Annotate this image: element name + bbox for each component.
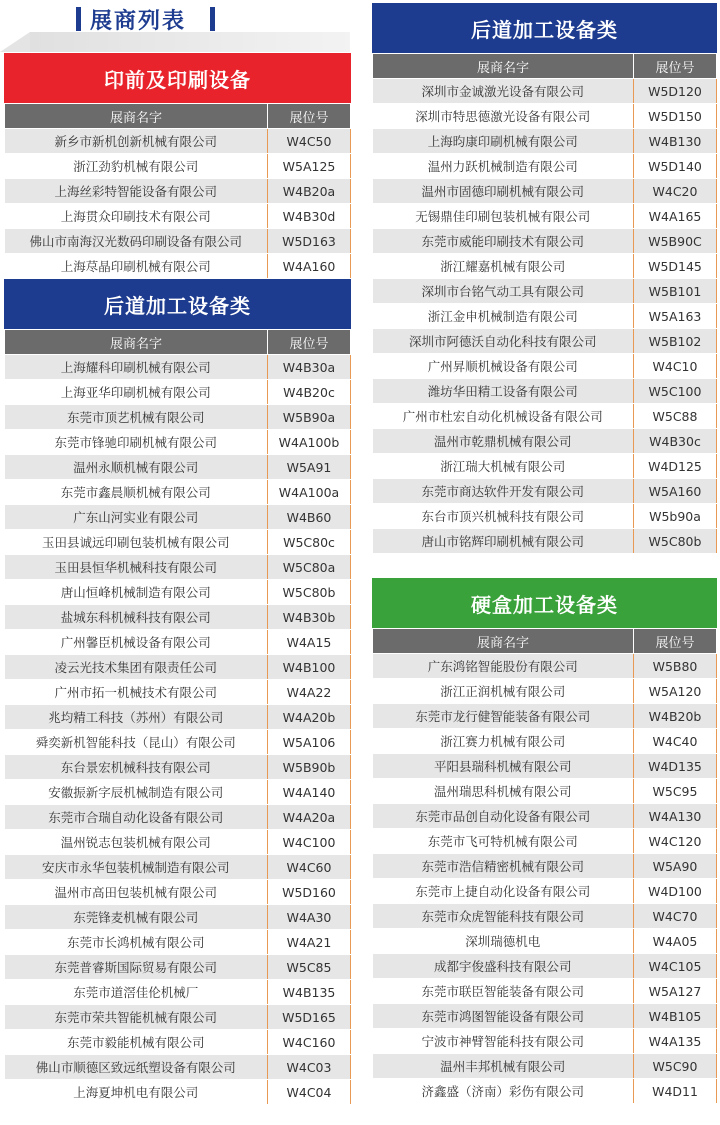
table-row: [5, 930, 351, 955]
table-row: [373, 779, 717, 804]
title-decor-wedge: [0, 32, 30, 52]
exhibitor-name: 上海耀科印刷机械有限公司: [5, 355, 268, 380]
table-row: [5, 179, 351, 204]
booth-number: W4C120: [634, 829, 717, 854]
table-row: [373, 104, 717, 129]
table-row: [373, 329, 717, 354]
table-header-row: [5, 104, 351, 129]
table-row: [373, 729, 717, 754]
table-row: [5, 229, 351, 254]
exhibitor-name: 浙江耀嘉机械有限公司: [373, 254, 634, 279]
left-section-1: [4, 279, 351, 1105]
exhibitor-name: 广州市杜宏自动化机械设备有限公司: [373, 404, 634, 429]
table-row: [5, 355, 351, 380]
booth-number: W4B20a: [268, 179, 351, 204]
exhibitor-name: 东莞市联臣智能装备有限公司: [373, 979, 634, 1004]
booth-number: W4C50: [268, 129, 351, 154]
table-row: [5, 505, 351, 530]
table-row: [373, 979, 717, 1004]
booth-number: W4C04: [268, 1080, 351, 1105]
exhibitor-table: [372, 628, 717, 1104]
booth-number: W5A91: [268, 455, 351, 480]
table-row: [373, 1054, 717, 1079]
booth-number: W5A120: [634, 679, 717, 704]
exhibitor-name: 上海丝彩特智能设备有限公司: [5, 179, 268, 204]
table-row: [5, 805, 351, 830]
exhibitor-name: 东台市顶兴机械科技有限公司: [373, 504, 634, 529]
column-header-name: 展商名字: [373, 629, 634, 654]
booth-number: W4A135: [634, 1029, 717, 1054]
exhibitor-name: 广东山河实业有限公司: [5, 505, 268, 530]
booth-number: W4B60: [268, 505, 351, 530]
section-title: 后道加工设备类: [372, 3, 717, 53]
exhibitor-name: 东莞锋麦机械有限公司: [5, 905, 268, 930]
exhibitor-name: 东莞市众虎智能科技有限公司: [373, 904, 634, 929]
booth-number: W5B90C: [634, 229, 717, 254]
exhibitor-name: 温州瑞思科机械有限公司: [373, 779, 634, 804]
booth-number: W5A90: [634, 854, 717, 879]
table-row: [5, 480, 351, 505]
exhibitor-name: 温州永顺机械有限公司: [5, 455, 268, 480]
table-row: [5, 780, 351, 805]
exhibitor-name: 济鑫盛（济南）彩伤有限公司: [373, 1079, 634, 1104]
booth-number: W5D165: [268, 1005, 351, 1030]
booth-number: W4A15: [268, 630, 351, 655]
booth-number: W5b90a: [634, 504, 717, 529]
table-row: [373, 1029, 717, 1054]
exhibitor-name: 温州市固德印刷机械有限公司: [373, 179, 634, 204]
exhibitor-name: 东莞市飞可特机械有限公司: [373, 829, 634, 854]
table-row: [373, 204, 717, 229]
booth-number: W5B102: [634, 329, 717, 354]
booth-number: W5C80b: [268, 580, 351, 605]
booth-number: W4A130: [634, 804, 717, 829]
booth-number: W4B30d: [268, 204, 351, 229]
booth-number: W5C80a: [268, 555, 351, 580]
title-bar-right: [210, 7, 215, 31]
table-row: [5, 755, 351, 780]
exhibitor-name: 佛山市南海汉光数码印刷设备有限公司: [5, 229, 268, 254]
section-gap: [372, 554, 717, 578]
table-row: [5, 254, 351, 279]
exhibitor-name: 浙江赛力机械有限公司: [373, 729, 634, 754]
booth-number: W4A160: [268, 254, 351, 279]
booth-number: W5A127: [634, 979, 717, 1004]
table-row: [5, 580, 351, 605]
table-row: [5, 555, 351, 580]
table-row: [5, 955, 351, 980]
table-row: [373, 754, 717, 779]
booth-number: W5C85: [268, 955, 351, 980]
booth-number: W4A20a: [268, 805, 351, 830]
booth-number: W4A05: [634, 929, 717, 954]
booth-number: W4C60: [268, 855, 351, 880]
booth-number: W5D150: [634, 104, 717, 129]
table-header-row: [5, 330, 351, 355]
exhibitor-name: 浙江劲豹机械有限公司: [5, 154, 268, 179]
booth-number: W4C03: [268, 1055, 351, 1080]
booth-number: W4A22: [268, 680, 351, 705]
table-row: [5, 705, 351, 730]
booth-number: W4B100: [268, 655, 351, 680]
right-column: [372, 3, 717, 1104]
table-row: [5, 1005, 351, 1030]
exhibitor-name: 广东鸿铭智能股份有限公司: [373, 654, 634, 679]
exhibitor-name: 东莞市鸿图智能设备有限公司: [373, 1004, 634, 1029]
column-header-booth: 展位号: [634, 629, 717, 654]
table-row: [5, 1055, 351, 1080]
column-header-name: 展商名字: [5, 104, 268, 129]
table-row: [5, 880, 351, 905]
exhibitor-name: 兆均精工科技（苏州）有限公司: [5, 705, 268, 730]
exhibitor-name: 上海荩晶印刷机械有限公司: [5, 254, 268, 279]
table-row: [373, 929, 717, 954]
exhibitor-table: [4, 103, 351, 279]
exhibitor-name: 东莞市鑫晨顺机械有限公司: [5, 480, 268, 505]
exhibitor-name: 潍坊华田精工设备有限公司: [373, 379, 634, 404]
exhibitor-name: 上海昀康印刷机械有限公司: [373, 129, 634, 154]
exhibitor-name: 温州锐志包装机械有限公司: [5, 830, 268, 855]
exhibitor-name: 唐山市铭辉印刷机械有限公司: [373, 529, 634, 554]
table-row: [373, 504, 717, 529]
table-row: [5, 905, 351, 930]
exhibitor-name: 安徽振新字辰机械制造有限公司: [5, 780, 268, 805]
booth-number: W4A20b: [268, 705, 351, 730]
exhibitor-name: 浙江正润机械有限公司: [373, 679, 634, 704]
exhibitor-name: 东莞市品创自动化设备有限公司: [373, 804, 634, 829]
table-row: [5, 655, 351, 680]
booth-number: W4C70: [634, 904, 717, 929]
table-row: [5, 855, 351, 880]
exhibitor-name: 佛山市顺德区致远纸塑设备有限公司: [5, 1055, 268, 1080]
booth-number: W5B101: [634, 279, 717, 304]
booth-number: W4C105: [634, 954, 717, 979]
column-header-booth: 展位号: [634, 54, 717, 79]
booth-number: W5D145: [634, 254, 717, 279]
table-row: [5, 455, 351, 480]
table-row: [373, 79, 717, 104]
table-row: [373, 429, 717, 454]
table-row: [5, 730, 351, 755]
exhibitor-name: 温州市高田包装机械有限公司: [5, 880, 268, 905]
exhibitor-name: 东莞市合瑞自动化设备有限公司: [5, 805, 268, 830]
left-section-0: [4, 53, 351, 279]
exhibitor-name: 东莞市上捷自动化设备有限公司: [373, 879, 634, 904]
table-row: [373, 454, 717, 479]
exhibitor-name: 上海亚华印刷机械有限公司: [5, 380, 268, 405]
booth-number: W4C40: [634, 729, 717, 754]
booth-number: W4A140: [268, 780, 351, 805]
table-row: [373, 154, 717, 179]
booth-number: W5C95: [634, 779, 717, 804]
booth-number: W5B90a: [268, 405, 351, 430]
exhibitor-name: 盐城东科机械科技有限公司: [5, 605, 268, 630]
table-row: [373, 254, 717, 279]
booth-number: W5A160: [634, 479, 717, 504]
table-row: [373, 679, 717, 704]
booth-number: W5D163: [268, 229, 351, 254]
booth-number: W4C20: [634, 179, 717, 204]
booth-number: W4A30: [268, 905, 351, 930]
table-row: [373, 304, 717, 329]
exhibitor-name: 东莞市道滘佳伦机械厂: [5, 980, 268, 1005]
title-decor-strip: [30, 32, 350, 52]
table-row: [373, 904, 717, 929]
booth-number: W4A100b: [268, 430, 351, 455]
booth-number: W4C100: [268, 830, 351, 855]
column-header-name: 展商名字: [373, 54, 634, 79]
table-row: [5, 430, 351, 455]
table-row: [5, 1030, 351, 1055]
table-row: [373, 229, 717, 254]
exhibitor-name: 舜奕新机智能科技（昆山）有限公司: [5, 730, 268, 755]
booth-number: W4B30c: [634, 429, 717, 454]
table-row: [5, 154, 351, 179]
booth-number: W4A165: [634, 204, 717, 229]
column-header-booth: 展位号: [268, 330, 351, 355]
booth-number: W5C80c: [268, 530, 351, 555]
table-row: [5, 605, 351, 630]
exhibitor-name: 东莞市荣共智能机械有限公司: [5, 1005, 268, 1030]
table-header-row: [373, 629, 717, 654]
exhibitor-name: 上海夏坤机电有限公司: [5, 1080, 268, 1105]
table-row: [373, 704, 717, 729]
table-row: [373, 279, 717, 304]
table-row: [5, 680, 351, 705]
exhibitor-name: 深圳瑞德机电: [373, 929, 634, 954]
booth-number: W4A21: [268, 930, 351, 955]
table-row: [5, 630, 351, 655]
exhibitor-table: [372, 53, 717, 554]
table-header-row: [373, 54, 717, 79]
booth-number: W4D11: [634, 1079, 717, 1104]
table-row: [5, 405, 351, 430]
exhibitor-name: 唐山恒峰机械制造有限公司: [5, 580, 268, 605]
exhibitor-name: 东莞市长鸿机械有限公司: [5, 930, 268, 955]
booth-number: W4C160: [268, 1030, 351, 1055]
booth-number: W4B30a: [268, 355, 351, 380]
table-row: [373, 1079, 717, 1104]
booth-number: W5D140: [634, 154, 717, 179]
title-bar-left: [76, 7, 81, 31]
booth-number: W4D135: [634, 754, 717, 779]
exhibitor-name: 上海贯众印刷技术有限公司: [5, 204, 268, 229]
exhibitor-name: 宁波市神臂智能科技有限公司: [373, 1029, 634, 1054]
booth-number: W5D160: [268, 880, 351, 905]
table-row: [373, 1004, 717, 1029]
booth-number: W4B20c: [268, 380, 351, 405]
table-row: [5, 380, 351, 405]
exhibitor-name: 东莞市毅能机械有限公司: [5, 1030, 268, 1055]
exhibitor-name: 东台景宏机械科技有限公司: [5, 755, 268, 780]
table-row: [373, 804, 717, 829]
booth-number: W4C10: [634, 354, 717, 379]
booth-number: W5C80b: [634, 529, 717, 554]
exhibitor-name: 广州市拓一机械技术有限公司: [5, 680, 268, 705]
booth-number: W5A163: [634, 304, 717, 329]
exhibitor-name: 浙江金申机械制造有限公司: [373, 304, 634, 329]
exhibitor-name: 浙江瑞大机械有限公司: [373, 454, 634, 479]
exhibitor-name: 东莞市威能印刷技术有限公司: [373, 229, 634, 254]
left-column: [4, 53, 351, 1105]
exhibitor-name: 温州丰邦机械有限公司: [373, 1054, 634, 1079]
booth-number: W5B90b: [268, 755, 351, 780]
exhibitor-name: 玉田县诚远印刷包装机械有限公司: [5, 530, 268, 555]
booth-number: W5B80: [634, 654, 717, 679]
column-header-name: 展商名字: [5, 330, 268, 355]
column-header-booth: 展位号: [268, 104, 351, 129]
section-title: 印前及印刷设备: [4, 53, 351, 103]
right-section-1: [372, 578, 717, 1104]
exhibitor-name: 凌云光技术集团有限责任公司: [5, 655, 268, 680]
table-row: [373, 854, 717, 879]
table-row: [373, 654, 717, 679]
exhibitor-name: 广州昇顺机械设备有限公司: [373, 354, 634, 379]
exhibitor-name: 成都宇俊盛科技有限公司: [373, 954, 634, 979]
table-row: [373, 129, 717, 154]
exhibitor-name: 东莞市锋驰印刷机械有限公司: [5, 430, 268, 455]
booth-number: W4A100a: [268, 480, 351, 505]
exhibitor-name: 新乡市新机创新机械有限公司: [5, 129, 268, 154]
booth-number: W5C100: [634, 379, 717, 404]
exhibitor-name: 东莞市浩信精密机械有限公司: [373, 854, 634, 879]
exhibitor-name: 东莞市龙行健智能装备有限公司: [373, 704, 634, 729]
exhibitor-name: 深圳市金诚激光设备有限公司: [373, 79, 634, 104]
table-row: [373, 404, 717, 429]
booth-number: W5C90: [634, 1054, 717, 1079]
right-section-0: [372, 3, 717, 554]
section-title: 后道加工设备类: [4, 279, 351, 329]
exhibitor-name: 东莞市商达软件开发有限公司: [373, 479, 634, 504]
booth-number: W4B105: [634, 1004, 717, 1029]
section-title: 硬盒加工设备类: [372, 578, 717, 628]
table-row: [5, 830, 351, 855]
booth-number: W5A125: [268, 154, 351, 179]
exhibitor-name: 无锡鼎佳印刷包装机械有限公司: [373, 204, 634, 229]
exhibitor-name: 深圳市台铭气动工具有限公司: [373, 279, 634, 304]
booth-number: W5A106: [268, 730, 351, 755]
table-row: [373, 479, 717, 504]
table-row: [373, 354, 717, 379]
table-row: [373, 954, 717, 979]
exhibitor-name: 深圳市特思德激光设备有限公司: [373, 104, 634, 129]
booth-number: W4B20b: [634, 704, 717, 729]
exhibitor-name: 温州力跃机械制造有限公司: [373, 154, 634, 179]
booth-number: W4D125: [634, 454, 717, 479]
table-row: [373, 529, 717, 554]
table-row: [5, 530, 351, 555]
exhibitor-name: 安庆市永华包装机械制造有限公司: [5, 855, 268, 880]
exhibitor-name: 深圳市阿德沃自动化科技有限公司: [373, 329, 634, 354]
booth-number: W4B30b: [268, 605, 351, 630]
exhibitor-name: 东莞市顶艺机械有限公司: [5, 405, 268, 430]
exhibitor-name: 平阳县瑞科机械有限公司: [373, 754, 634, 779]
table-row: [373, 829, 717, 854]
table-row: [373, 379, 717, 404]
exhibitor-name: 广州馨臣机械设备有限公司: [5, 630, 268, 655]
page-title: 展商列表: [90, 9, 187, 34]
exhibitor-table: [4, 329, 351, 1105]
table-row: [5, 980, 351, 1005]
page-title-block: [0, 0, 360, 52]
exhibitor-name: 东莞普睿斯国际贸易有限公司: [5, 955, 268, 980]
table-row: [5, 129, 351, 154]
booth-number: W4B130: [634, 129, 717, 154]
booth-number: W4B135: [268, 980, 351, 1005]
exhibitor-name: 温州市乾鼎机械有限公司: [373, 429, 634, 454]
booth-number: W5D120: [634, 79, 717, 104]
booth-number: W5C88: [634, 404, 717, 429]
table-row: [373, 879, 717, 904]
table-row: [5, 1080, 351, 1105]
exhibitor-name: 玉田县恒华机械科技有限公司: [5, 555, 268, 580]
table-row: [373, 179, 717, 204]
table-row: [5, 204, 351, 229]
booth-number: W4D100: [634, 879, 717, 904]
